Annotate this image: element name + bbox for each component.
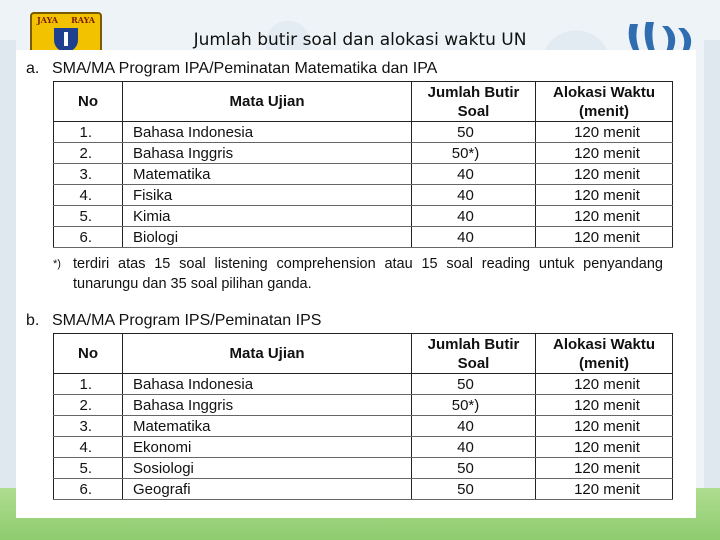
- cell-count: 50: [412, 458, 536, 479]
- cell-subject: Fisika: [123, 185, 412, 206]
- cell-subject: Matematika: [123, 416, 412, 437]
- cell-time: 120 menit: [536, 206, 673, 227]
- cell-no: 4.: [54, 437, 123, 458]
- cell-count: 50: [412, 122, 536, 143]
- section-letter: b.: [26, 312, 40, 329]
- header-count: Jumlah Butir Soal: [412, 334, 536, 374]
- cell-time: 120 menit: [536, 164, 673, 185]
- cell-no: 3.: [54, 416, 123, 437]
- table-row: [54, 416, 673, 437]
- logo-word-1: JAYA: [37, 15, 58, 25]
- cell-time: 120 menit: [536, 122, 673, 143]
- table-row: [54, 395, 673, 416]
- cell-no: 1.: [54, 122, 123, 143]
- cell-subject: Kimia: [123, 206, 412, 227]
- cell-count: 40: [412, 227, 536, 248]
- cell-subject: Bahasa Inggris: [123, 143, 412, 164]
- cell-time: 120 menit: [536, 395, 673, 416]
- table-row: [54, 374, 673, 395]
- header-subject: Mata Ujian: [123, 82, 412, 122]
- cell-time: 120 menit: [536, 479, 673, 500]
- table-header-row: [54, 334, 673, 374]
- cell-count: 40: [412, 164, 536, 185]
- table-row: [54, 143, 673, 164]
- cell-subject: Matematika: [123, 164, 412, 185]
- cell-no: 2.: [54, 143, 123, 164]
- table-row: [54, 227, 673, 248]
- cell-no: 6.: [54, 227, 123, 248]
- footnote: [53, 254, 663, 294]
- cell-subject: Bahasa Indonesia: [123, 374, 412, 395]
- cell-no: 2.: [54, 395, 123, 416]
- cell-count: 40: [412, 416, 536, 437]
- section-title: SMA/MA Program IPA/Peminatan Matematika dan IPA: [52, 60, 438, 77]
- section-b-heading: [26, 312, 678, 330]
- section-a-heading: [26, 60, 678, 78]
- ips-table: [53, 333, 673, 500]
- header-time: Alokasi Waktu (menit): [536, 334, 673, 374]
- footnote-text: terdiri atas 15 soal listening comprehension atau 15 soal reading untuk penyandang tunarungu dan 35 soal pilihan ganda.: [73, 256, 663, 292]
- section-title: SMA/MA Program IPS/Peminatan IPS: [52, 312, 322, 329]
- cell-subject: Bahasa Inggris: [123, 395, 412, 416]
- ipa-table: [53, 81, 673, 248]
- header-subject: Mata Ujian: [123, 334, 412, 374]
- cell-count: 50: [412, 374, 536, 395]
- cell-subject: Ekonomi: [123, 437, 412, 458]
- table-row: [54, 122, 673, 143]
- logo-word-2: RAYA: [71, 15, 95, 25]
- header-count: Jumlah Butir Soal: [412, 82, 536, 122]
- table-row: [54, 458, 673, 479]
- cell-count: 50*): [412, 143, 536, 164]
- cell-no: 1.: [54, 374, 123, 395]
- cell-time: 120 menit: [536, 416, 673, 437]
- cell-time: 120 menit: [536, 437, 673, 458]
- cell-no: 6.: [54, 479, 123, 500]
- cell-subject: Geografi: [123, 479, 412, 500]
- cell-time: 120 menit: [536, 143, 673, 164]
- right-decoration: [704, 40, 720, 540]
- cell-no: 5.: [54, 458, 123, 479]
- cell-no: 3.: [54, 164, 123, 185]
- cell-count: 40: [412, 206, 536, 227]
- table-row: [54, 437, 673, 458]
- table-row: [54, 479, 673, 500]
- cell-time: 120 menit: [536, 374, 673, 395]
- footnote-mark: *): [53, 258, 61, 270]
- header-time: Alokasi Waktu (menit): [536, 82, 673, 122]
- cell-subject: Bahasa Indonesia: [123, 122, 412, 143]
- cell-count: 50: [412, 479, 536, 500]
- section-letter: a.: [26, 60, 40, 77]
- cell-count: 40: [412, 185, 536, 206]
- content-card: [16, 50, 696, 518]
- cell-time: 120 menit: [536, 185, 673, 206]
- cell-subject: Sosiologi: [123, 458, 412, 479]
- slide-title: Jumlah butir soal dan alokasi waktu UN: [193, 30, 527, 50]
- cell-no: 4.: [54, 185, 123, 206]
- left-decoration: [0, 40, 16, 540]
- cell-no: 5.: [54, 206, 123, 227]
- cell-time: 120 menit: [536, 458, 673, 479]
- table-row: [54, 164, 673, 185]
- header-no: No: [54, 334, 123, 374]
- table-row: [54, 206, 673, 227]
- cell-time: 120 menit: [536, 227, 673, 248]
- cell-count: 50*): [412, 395, 536, 416]
- table-header-row: [54, 82, 673, 122]
- header-no: No: [54, 82, 123, 122]
- cell-count: 40: [412, 437, 536, 458]
- cell-subject: Biologi: [123, 227, 412, 248]
- table-row: [54, 185, 673, 206]
